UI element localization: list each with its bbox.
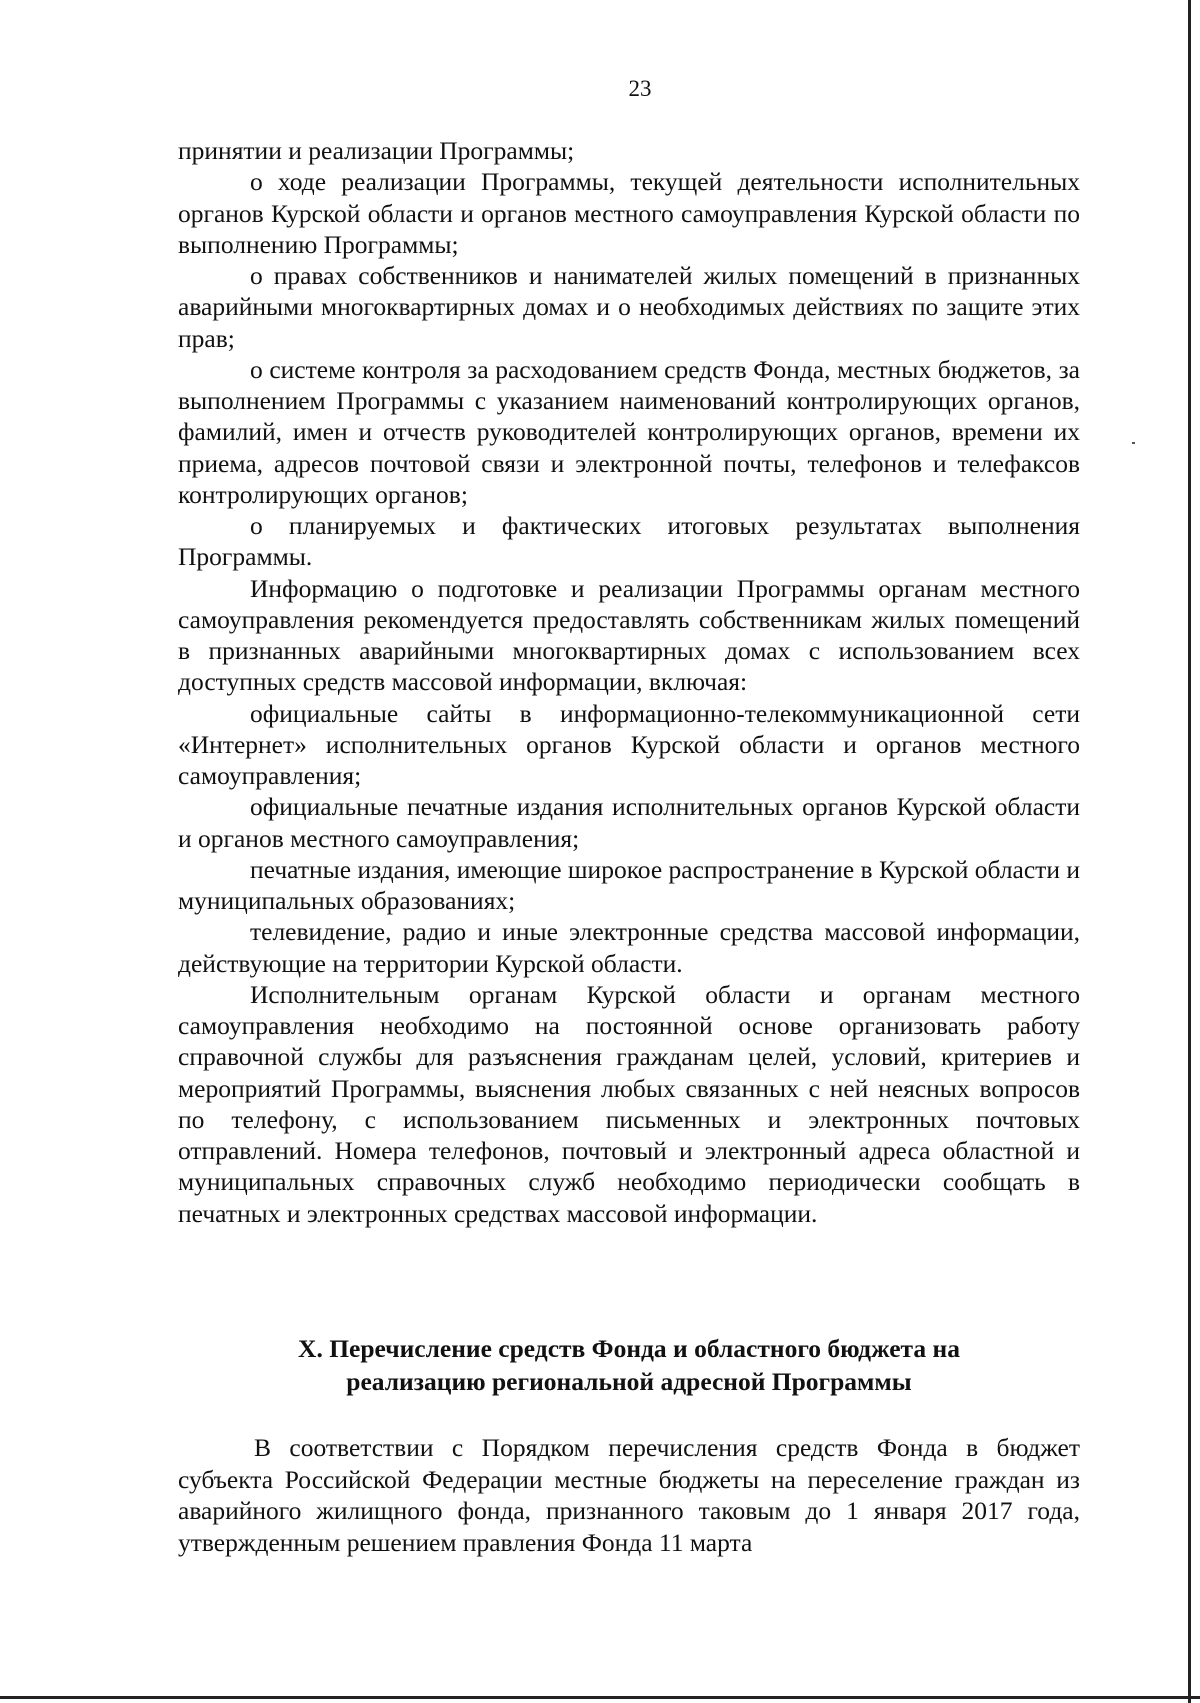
scan-speck xyxy=(1132,442,1135,444)
paragraph: о ходе реализации Программы, текущей деятельности исполнительных органов Курской области и органов местного самоуправления Курской области по выполнению Программы; xyxy=(178,167,1080,259)
section-heading-line: реализацию региональной адресной Программы xyxy=(346,1367,912,1396)
paragraph: официальные печатные издания исполнительных органов Курской области и органов местного самоуправления; xyxy=(178,792,1080,853)
paragraph: Исполнительным органам Курской области и органам местного самоуправления необходимо на постоянной основе организовать работу справочной службы для разъяснения гражданам целей, условий, критериев и мероприятий Программы, выяснения любых связанных с ней неясных вопросов по телефону, с использованием письменных и электронных почтовых отправлений. Номера телефонов, почтовый и электронный адреса областной и муниципальных справочных служб необходимо периодически сообщать в печатных и электронных средствах массовой информации. xyxy=(178,979,1080,1228)
paragraph: официальные сайты в информационно-телекоммуникационной сети «Интернет» исполнительных органов Курской области и органов местного самоуправления; xyxy=(178,698,1080,790)
scan-border-right xyxy=(1188,0,1191,1703)
section-heading-line: X. Перечисление средств Фонда и областного бюджета на xyxy=(298,1334,960,1363)
section-body xyxy=(178,1432,1080,1558)
page-number: 23 xyxy=(628,76,652,101)
section-heading xyxy=(178,1332,1080,1398)
paragraph: о правах собственников и нанимателей жилых помещений в признанных аварийными многоквартирных домах и о необходимых действиях по защите этих прав; xyxy=(178,261,1080,353)
scan-border-bottom xyxy=(0,1696,1200,1699)
paragraph: В соответствии с Порядком перечисления средств Фонда в бюджет субъекта Российской Федерации местные бюджеты на переселение граждан из аварийного жилищного фонда, признанного таковым до 1 января 2017 года, утвержденным решением правления Фонда 11 марта xyxy=(178,1433,1080,1557)
paragraph: о планируемых и фактических итоговых результатах выполнения Программы. xyxy=(178,511,1080,572)
body-text xyxy=(178,135,1080,1229)
paragraph: Информацию о подготовке и реализации Программы органам местного самоуправления рекомендуется предоставлять собственникам жилых помещений в признанных аварийными многоквартирных домах с использованием всех доступных средств массовой информации, включая: xyxy=(178,573,1080,697)
paragraph: о системе контроля за расходованием средств Фонда, местных бюджетов, за выполнением Программы с указанием наименований контролирующих органов, фамилий, имен и отчеств руководителей контролирующих органов, времени их приема, адресов почтовой связи и электронной почты, телефонов и телефаксов контролирующих органов; xyxy=(178,354,1080,509)
paragraph: печатные издания, имеющие широкое распространение в Курской области и муниципальных образованиях; xyxy=(178,854,1080,915)
paragraph: телевидение, радио и иные электронные средства массовой информации, действующие на территории Курской области. xyxy=(178,917,1080,978)
paragraph: принятии и реализации Программы; xyxy=(178,136,575,165)
